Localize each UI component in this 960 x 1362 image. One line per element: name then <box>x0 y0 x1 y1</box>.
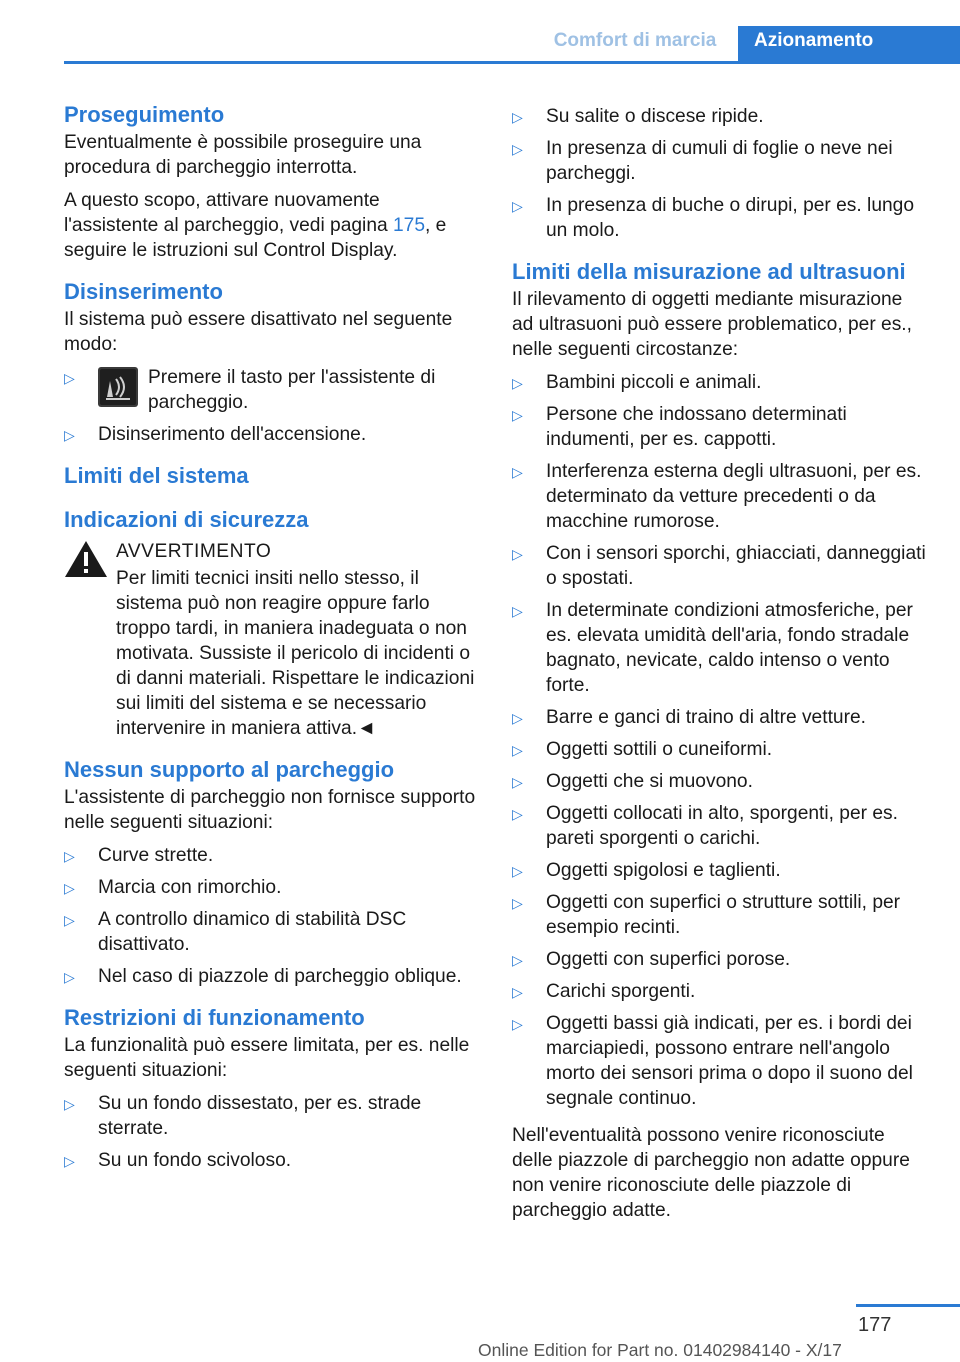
list-item-text: In determinate condizioni atmosferiche, per es. elevata umidità dell'aria, fondo stradale bagnato, nevicate, caldo intenso o vento forte. <box>546 600 913 696</box>
list-item <box>512 541 928 591</box>
list-item <box>512 370 928 395</box>
triangle-bullet-icon: ▷ <box>512 407 523 423</box>
paragraph-disins-intro: Il sistema può essere disattivato nel seguente modo: <box>64 309 453 355</box>
footer-rule <box>856 1304 960 1307</box>
triangle-bullet-icon: ▷ <box>64 1153 75 1169</box>
list-item <box>64 365 478 415</box>
paragraph-prosegui-1: Eventualmente è possibile proseguire una procedura di parcheggio interrotta. <box>64 132 422 178</box>
heading-indicazioni-sicurezza: Indicazioni di sicurezza <box>64 507 309 532</box>
triangle-bullet-icon: ▷ <box>64 1096 75 1112</box>
list-item-text: Nel caso di piazzole di parcheggio oblique. <box>98 966 462 987</box>
heading-limiti-ultrasuoni: Limiti della misurazione ad ultrasuoni <box>512 259 906 284</box>
triangle-bullet-icon: ▷ <box>512 895 523 911</box>
triangle-bullet-icon: ▷ <box>512 710 523 726</box>
triangle-bullet-icon: ▷ <box>512 774 523 790</box>
list-item <box>512 858 928 883</box>
triangle-bullet-icon: ▷ <box>512 1016 523 1032</box>
triangle-bullet-icon: ▷ <box>512 464 523 480</box>
list-item <box>512 705 928 730</box>
triangle-bullet-icon: ▷ <box>512 141 523 157</box>
list-item <box>512 193 928 243</box>
section-tab-comfort: Comfort di marcia <box>553 30 717 51</box>
list-disinserimento <box>64 365 478 447</box>
list-item-text: Carichi sporgenti. <box>546 981 696 1002</box>
list-item <box>512 947 928 972</box>
list-item <box>64 422 478 447</box>
triangle-bullet-icon: ▷ <box>512 603 523 619</box>
warning-label: AVVERTIMENTO <box>116 541 272 562</box>
list-item-text: Su salite o discese ripide. <box>546 106 764 127</box>
triangle-bullet-icon: ▷ <box>512 806 523 822</box>
list-item <box>64 1148 478 1173</box>
paragraph-restrizioni-intro: La funzionalità può essere limitata, per es. nelle seguenti situazioni: <box>64 1035 470 1081</box>
warning-triangle-icon <box>64 539 108 579</box>
triangle-bullet-icon: ▷ <box>64 848 75 864</box>
list-item <box>512 104 928 129</box>
triangle-bullet-icon: ▷ <box>512 109 523 125</box>
paragraph-nessun-intro: L'assistente di parcheggio non fornisce supporto nelle seguenti situazioni: <box>64 787 476 833</box>
page-number: 177 <box>858 1314 892 1336</box>
list-item-text: Con i sensori sporchi, ghiacciati, danneggiati o spostati. <box>546 543 926 589</box>
heading-restrizioni: Restrizioni di funzionamento <box>64 1005 365 1030</box>
list-item-text: Marcia con rimorchio. <box>98 877 282 898</box>
list-item <box>512 801 928 851</box>
heading-disinserimento: Disinserimento <box>64 279 223 304</box>
heading-proseguimento: Proseguimento <box>64 102 225 127</box>
list-item-text: In presenza di cumuli di foglie o neve nei parcheggi. <box>546 138 893 184</box>
list-item-text: In presenza di buche o dirupi, per es. lungo un molo. <box>546 195 915 241</box>
list-item <box>512 769 928 794</box>
list-item-text: Su un fondo scivoloso. <box>98 1150 292 1171</box>
page-link-175[interactable]: 175 <box>393 215 426 236</box>
triangle-bullet-icon: ▷ <box>64 969 75 985</box>
triangle-bullet-icon: ▷ <box>512 198 523 214</box>
list-item-text: Bambini piccoli e animali. <box>546 372 762 393</box>
triangle-bullet-icon: ▷ <box>512 375 523 391</box>
list-item <box>512 459 928 534</box>
triangle-bullet-icon: ▷ <box>512 952 523 968</box>
header-rule <box>64 61 960 64</box>
list-item <box>64 964 478 989</box>
list-ultrasuoni <box>512 370 928 1111</box>
list-restrizioni <box>64 1091 478 1173</box>
list-item-text: Su un fondo dissestato, per es. strade sterrate. <box>98 1093 422 1139</box>
list-nessun-supporto <box>64 843 478 989</box>
triangle-bullet-icon: ▷ <box>64 427 75 443</box>
text-span: A questo scopo, attivare nuovamente l'assistente al parcheggio, vedi pagina <box>64 190 393 236</box>
warning-text: Per limiti tecnici insiti nello stesso, il sistema può non reagire oppure farlo troppo tardi, in maniera inadeguata o non motivata. Sussiste il pericolo di incidenti o di danni materiali. Rispettare le indicazioni sui limiti del sistema e se necessario intervenire in maniera attiva.◄ <box>116 568 475 739</box>
list-item-text: Interferenza esterna degli ultrasuoni, per es. determinato da vetture precedenti o da macchine rumorose. <box>546 461 922 532</box>
list-item-text: Curve strette. <box>98 845 214 866</box>
text-span: , e seguire le istruzioni sul Control Display. <box>64 215 447 261</box>
paragraph-closing: Nell'eventualità possono venire riconosciute delle piazzole di parcheggio non adatte oppure non venire riconosciute delle piazzole di parcheggio adatte. <box>512 1125 910 1221</box>
right-column <box>512 100 928 1231</box>
list-restrizioni-continued <box>512 104 928 243</box>
parking-assistant-button-icon <box>98 367 138 407</box>
list-item <box>64 1091 478 1141</box>
paragraph-prosegui-2 <box>64 188 478 263</box>
list-item <box>64 907 478 957</box>
triangle-bullet-icon: ▷ <box>64 370 75 386</box>
paragraph-ultrasuoni-intro: Il rilevamento di oggetti mediante misurazione ad ultrasuoni può essere problematico, per es., nelle seguenti circostanze: <box>512 289 912 360</box>
list-item-text: Oggetti con superfici o strutture sottili, per esempio recinti. <box>546 892 901 938</box>
triangle-bullet-icon: ▷ <box>512 742 523 758</box>
triangle-bullet-icon: ▷ <box>64 912 75 928</box>
triangle-bullet-icon: ▷ <box>512 984 523 1000</box>
list-item <box>512 737 928 762</box>
list-item <box>64 875 478 900</box>
list-item-text: A controllo dinamico di stabilità DSC disattivato. <box>98 909 407 955</box>
triangle-bullet-icon: ▷ <box>512 863 523 879</box>
triangle-bullet-icon: ▷ <box>64 880 75 896</box>
list-item <box>512 598 928 698</box>
list-item-text: Premere il tasto per l'assistente di parcheggio. <box>148 367 436 413</box>
list-item-text: Persone che indossano determinati indumenti, per es. cappotti. <box>546 404 847 450</box>
page-header <box>0 26 960 62</box>
heading-limiti-sistema: Limiti del sistema <box>64 463 249 488</box>
edition-note: Online Edition for Part no. 01402984140 - X/17 <box>478 1340 842 1360</box>
triangle-bullet-icon: ▷ <box>512 546 523 562</box>
section-tab-azionamento: Azionamento <box>738 26 960 62</box>
list-item <box>512 1011 928 1111</box>
list-item <box>512 890 928 940</box>
list-item <box>512 136 928 186</box>
list-item-text: Oggetti collocati in alto, sporgenti, per es. pareti sporgenti o carichi. <box>546 803 898 849</box>
list-item-text: Oggetti con superfici porose. <box>546 949 791 970</box>
list-item <box>512 979 928 1004</box>
list-item-text: Oggetti spigolosi e taglienti. <box>546 860 781 881</box>
list-item <box>512 402 928 452</box>
heading-nessun-supporto: Nessun supporto al parcheggio <box>64 757 395 782</box>
list-item-text: Oggetti che si muovono. <box>546 771 753 792</box>
warning-block <box>64 539 478 741</box>
left-column <box>64 100 478 1185</box>
list-item-text: Oggetti sottili o cuneiformi. <box>546 739 773 760</box>
list-item-text: Oggetti bassi già indicati, per es. i bordi dei marciapiedi, possono entrare nell'angolo morto dei sensori prima o dopo il suono del segnale continuo. <box>546 1013 913 1109</box>
list-item <box>64 843 478 868</box>
list-item-text: Barre e ganci di traino di altre vetture. <box>546 707 866 728</box>
list-item-text: Disinserimento dell'accensione. <box>98 424 367 445</box>
